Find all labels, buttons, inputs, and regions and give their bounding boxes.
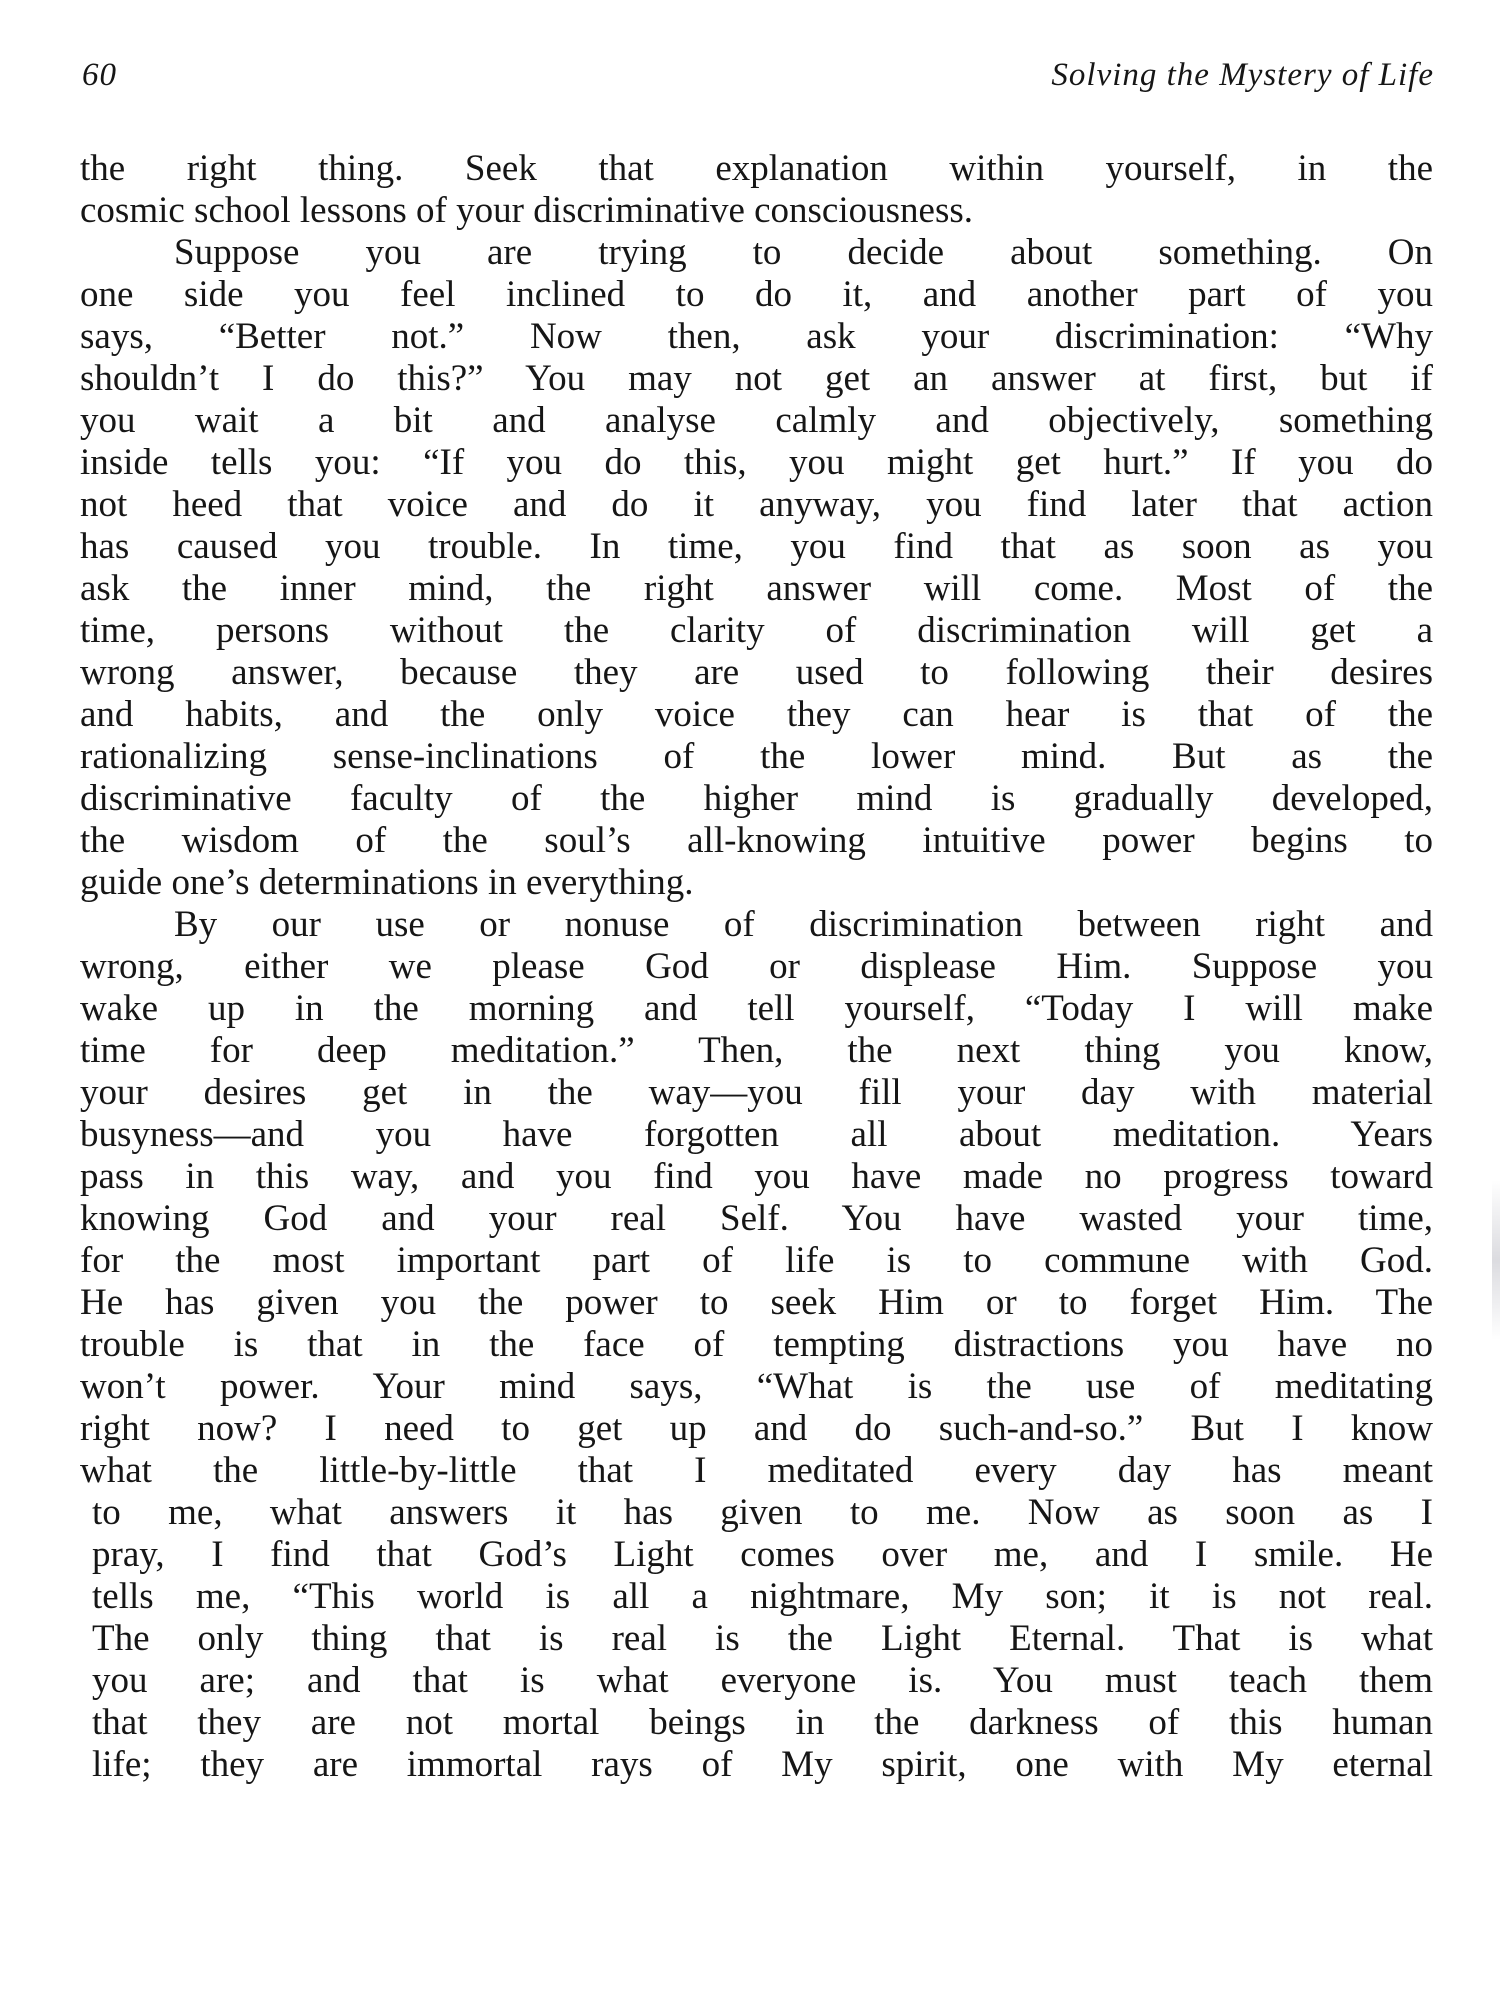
text-line: The only thing that is real is the Light Eternal. That is what <box>92 1618 1433 1659</box>
text-line: pass in this way, and you find you have made no progress toward <box>80 1156 1433 1197</box>
text-line: knowing God and your real Self. You have wasted your time, <box>80 1198 1433 1239</box>
text-line: has caused you trouble. In time, you find that as soon as you <box>80 526 1433 567</box>
running-head <box>82 50 1434 100</box>
text-line: to me, what answers it has given to me. Now as soon as I <box>92 1492 1433 1533</box>
text-line: shouldn’t I do this?” You may not get an answer at first, but if <box>80 358 1433 399</box>
text-line: rationalizing sense-inclinations of the lower mind. But as the <box>80 736 1433 777</box>
text-line: the wisdom of the soul’s all-knowing intuitive power begins to <box>80 820 1433 861</box>
text-line: for the most important part of life is to commune with God. <box>80 1240 1433 1281</box>
body-text <box>80 148 1433 1808</box>
text-line: won’t power. Your mind says, “What is the use of meditating <box>80 1366 1433 1407</box>
text-line: time, persons without the clarity of discrimination will get a <box>80 610 1433 651</box>
text-line: life; they are immortal rays of My spirit, one with My eternal <box>92 1744 1433 1785</box>
book-title: Solving the Mystery of Life <box>1051 57 1434 93</box>
page-number: 60 <box>82 57 117 93</box>
text-line: cosmic school lessons of your discriminative consciousness. <box>80 190 974 231</box>
text-line: and habits, and the only voice they can hear is that of the <box>80 694 1433 735</box>
text-line: your desires get in the way—you fill your day with material <box>80 1072 1433 1113</box>
text-line: wake up in the morning and tell yourself, “Today I will make <box>80 988 1433 1029</box>
text-line: you wait a bit and analyse calmly and objectively, something <box>80 400 1433 441</box>
text-line: time for deep meditation.” Then, the next thing you know, <box>80 1030 1433 1071</box>
text-line: you are; and that is what everyone is. You must teach them <box>92 1660 1433 1701</box>
text-line: inside tells you: “If you do this, you might get hurt.” If you do <box>80 442 1433 483</box>
text-line: He has given you the power to seek Him or to forget Him. The <box>80 1282 1433 1323</box>
text-line: right now? I need to get up and do such-and-so.” But I know <box>80 1408 1433 1449</box>
text-line: says, “Better not.” Now then, ask your discrimination: “Why <box>80 316 1433 357</box>
text-line: tells me, “This world is all a nightmare, My son; it is not real. <box>92 1576 1433 1617</box>
text-line: pray, I find that God’s Light comes over me, and I smile. He <box>92 1534 1433 1575</box>
scan-edge-shadow <box>1492 1180 1500 1340</box>
text-line: that they are not mortal beings in the darkness of this human <box>92 1702 1433 1743</box>
text-line: guide one’s determinations in everything. <box>80 862 694 903</box>
text-line: one side you feel inclined to do it, and another part of you <box>80 274 1433 315</box>
text-line: wrong, either we please God or displease Him. Suppose you <box>80 946 1433 987</box>
text-line: wrong answer, because they are used to following their desires <box>80 652 1433 693</box>
text-line: what the little-by-little that I meditated every day has meant <box>80 1450 1433 1491</box>
text-line: busyness—and you have forgotten all about meditation. Years <box>80 1114 1433 1155</box>
text-line: the right thing. Seek that explanation within yourself, in the <box>80 148 1433 189</box>
text-line: not heed that voice and do it anyway, you find later that action <box>80 484 1433 525</box>
text-line: discriminative faculty of the higher mind is gradually developed, <box>80 778 1433 819</box>
text-line: ask the inner mind, the right answer will come. Most of the <box>80 568 1433 609</box>
paragraph-start-line: By our use or nonuse of discrimination between right and <box>174 904 1433 945</box>
text-line: trouble is that in the face of tempting distractions you have no <box>80 1324 1433 1365</box>
paragraph-start-line: Suppose you are trying to decide about something. On <box>174 232 1433 273</box>
